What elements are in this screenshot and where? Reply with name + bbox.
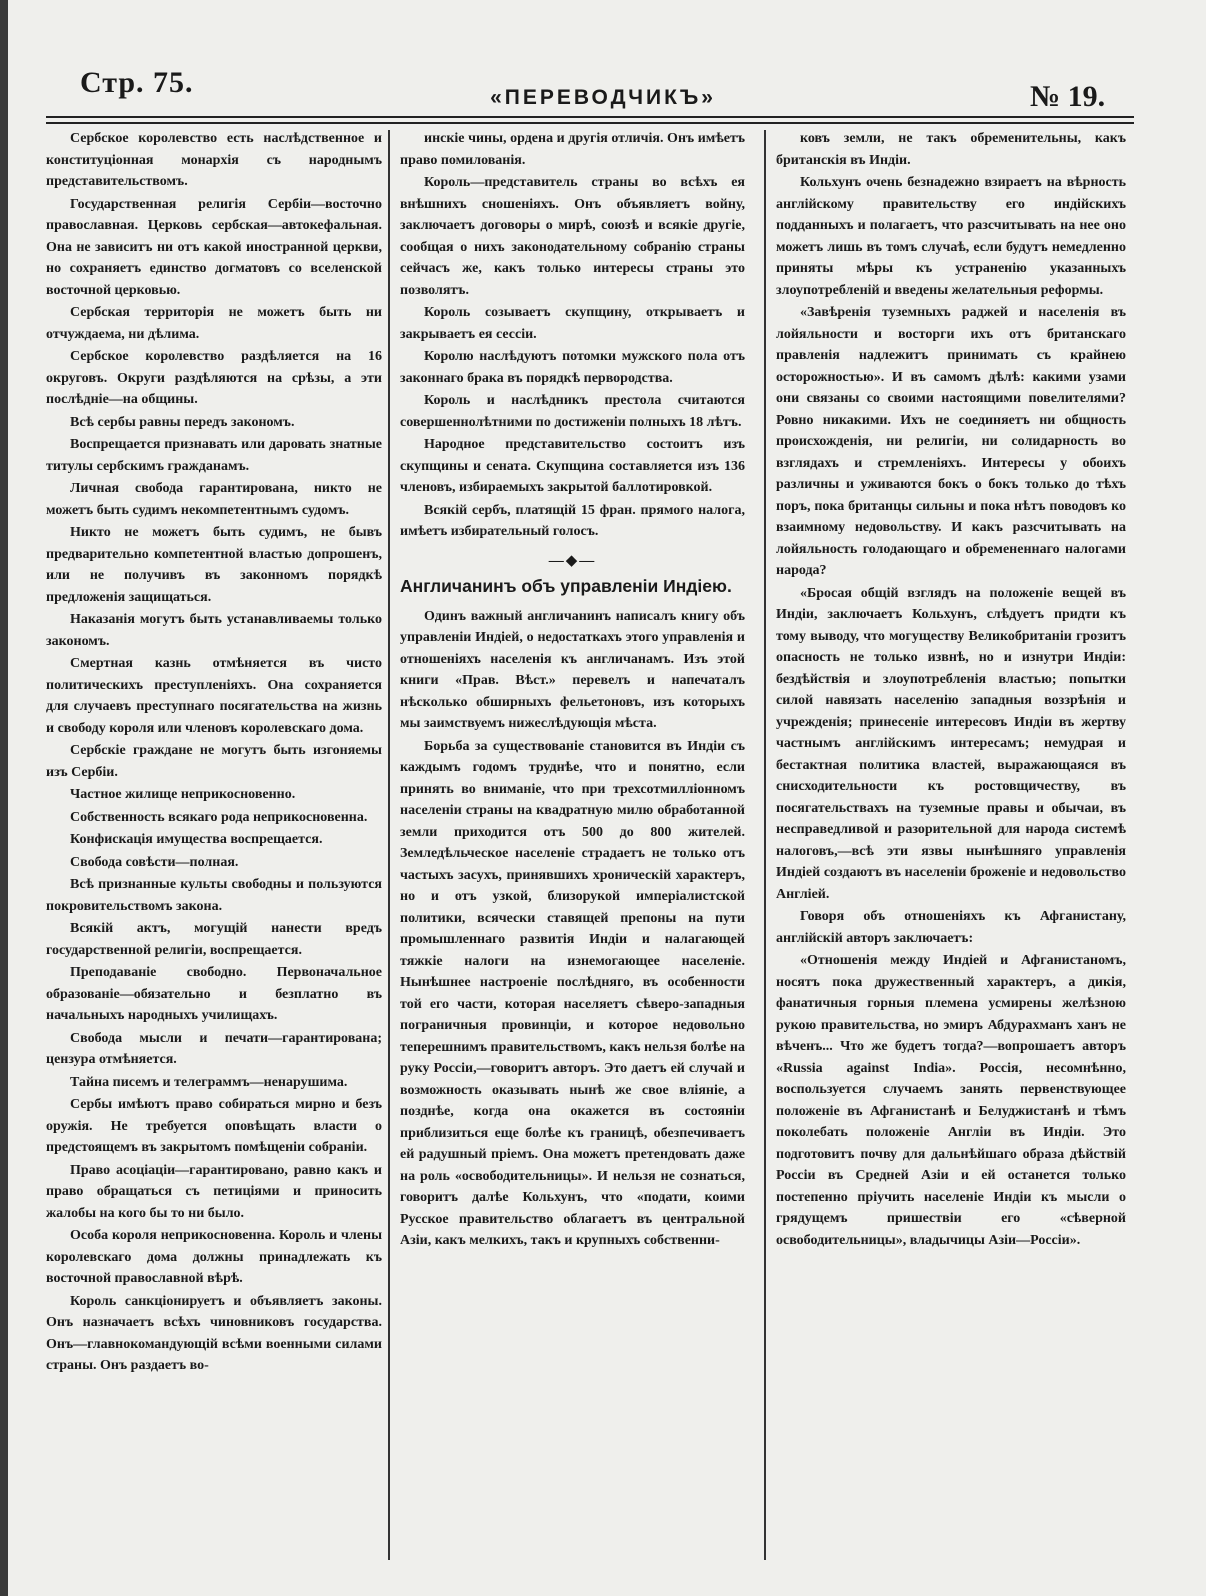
- paragraph: Смертная казнь отмѣняется въ чисто политическихъ преступленіяхъ. Она сохраняется для случаевъ преступнаго посягательства на жизнь и свободу короля или членовъ королевскаго дома.: [46, 656, 382, 736]
- paragraph: Сербы имѣютъ право собираться мирно и безъ оружія. Не требуется оповѣщать власти о предстоящемъ въ закрытомъ помѣщеніи собраніи.: [46, 1097, 382, 1155]
- header-rule-bottom: [46, 122, 1134, 124]
- paragraph: Всѣ признанные культы свободны и пользуются покровительствомъ закона.: [46, 877, 382, 914]
- paragraph: Король и наслѣдникъ престола считаются совершеннолѣтними по достиженіи полныхъ 18 лѣтъ.: [400, 393, 745, 430]
- paragraph: Сербское королевство раздѣляется на 16 округовъ. Округи раздѣляются на срѣзы, а эти послѣдніе—на общины.: [46, 349, 382, 407]
- paragraph: инскіе чины, ордена и другія отличія. Онъ имѣетъ право помилованія.: [400, 131, 745, 168]
- column-divider: [764, 130, 766, 1560]
- paragraph: Всякій сербъ, платящій 15 фран. прямого налога, имѣетъ избирательный голосъ.: [400, 502, 745, 539]
- paragraph: Король созываетъ скупщину, открываетъ и закрываетъ ея сессіи.: [400, 305, 745, 342]
- paragraph: Король санкціонируетъ и объявляетъ законы. Онъ назначаетъ всѣхъ чиновниковъ государства. Онъ—главнокомандующій всѣми военными силами страны. Онъ раздаетъ во-: [46, 1293, 382, 1373]
- page-number: Стр. 75.: [80, 66, 194, 99]
- issue-number: № 19.: [1030, 80, 1106, 113]
- paragraph: Королю наслѣдуютъ потомки мужского пола отъ законнаго брака въ порядкѣ первородства.: [400, 349, 745, 386]
- paragraph: Никто не можетъ быть судимъ, не бывъ предварительно компетентной властью допрошенъ, или не получивъ въ законномъ порядкѣ предложенія защищаться.: [46, 525, 382, 605]
- paragraph: «Бросая общій взглядъ на положеніе вещей въ Индіи, заключаетъ Кольхунъ, слѣдуетъ придти къ тому выводу, что могуществу Великобританіи грозитъ опасность не только извнѣ, но и изнутри Индіи: бездѣйствія и злоупотребленія властью; попытки силой навязать населенію западныя воззрѣнія и учрежденія; принесеніе интересовъ Индіи въ жертву частнымъ англійскимъ интересамъ; немудрая и бестактная политика властей, выражающаяся въ снисходительности къ ростовщичеству, въ посягательствахъ на туземные правы и обычаи, въ несправедливой и разорительной для народа системѣ налоговъ,—всѣ эти язвы нынѣшняго управленія Индіей создаютъ въ населеніи броженіе и недовольство Англіей.: [776, 585, 1126, 902]
- paragraph: Сербское королевство есть наслѣдственное и конституціонная монархія съ народнымъ представительствомъ.: [46, 131, 382, 189]
- paragraph: Всѣ сербы равны передъ закономъ.: [70, 414, 295, 430]
- paragraph: Всякій актъ, могущій нанести вредъ государственной религіи, воспрещается.: [46, 921, 382, 958]
- paragraph: Преподаваніе свободно. Первоначальное образованіе—обязательно и безплатно въ начальныхъ народныхъ училищахъ.: [46, 965, 382, 1023]
- paragraph: Свобода мысли и печати—гарантирована; цензура отмѣняется.: [46, 1030, 382, 1067]
- paragraph: Тайна писемъ и телеграммъ—ненарушима.: [70, 1074, 348, 1090]
- paragraph: Особа короля неприкосновенна. Король и члены королевскаго дома должны принадлежать къ восточной православной вѣрѣ.: [46, 1228, 382, 1286]
- paragraph: Говоря объ отношеніяхъ къ Афганистану, англійскій авторъ заключаетъ:: [776, 909, 1126, 946]
- paragraph: Воспрещается признавать или даровать знатные титулы сербскимъ гражданамъ.: [46, 437, 382, 474]
- paragraph: Личная свобода гарантирована, никто не можетъ быть судимъ некомпетентнымъ судомъ.: [46, 481, 382, 518]
- column-2: [400, 128, 745, 1253]
- paragraph: Сербская территорія не можетъ быть ни отчуждаема, ни дѣлима.: [46, 305, 382, 342]
- column-divider: [388, 130, 390, 1560]
- paragraph: «Отношенія между Индіей и Афганистаномъ, носятъ пока дружественный характеръ, а дикія, фанатичныя горныя племена усмирены желѣзною рукою правительства, но эмиръ Абдурахманъ ханъ не вѣченъ... Что же будетъ тогда?—вопрошаетъ авторъ «Russia against India». Россія, несомнѣнно, воспользуется случаемъ занять первенствующее положеніе въ Афганистанѣ и Белуджистанѣ и тѣмъ поколебать положеніе Англіи въ Индіи. Это подготовитъ почву для дальнѣйшаго образа дѣйствій Россіи въ Средней Азіи и ей останется только постепенно пріучить населеніе Индіи къ мысли о грядущемъ пришествіи его «сѣверной освободительницы», владычицы Азіи—Россіи».: [776, 953, 1126, 1248]
- column-3: [776, 128, 1126, 1252]
- paragraph: «Завѣренія туземныхъ раджей и населенія въ лойяльности и восторги ихъ отъ британскаго правленія надлежитъ принимать съ крайнею осторожностью». И въ самомъ дѣлѣ: какими узами они связаны со своими настоящими повелителями? Ровно никакими. Ихъ не соединяетъ ни общность происхожденія, ни религіи, ни солидарность во взглядахъ и стремленіяхъ. Интересы у обоихъ различны и уживаются бокъ о бокъ только до тѣхъ поръ, пока британцы сильны и пока нѣтъ поводовъ ко взаимному недовольству. И какъ разсчитывать на лойяльность голодающаго и обремененнаго налогами народа?: [776, 305, 1126, 578]
- paragraph: Одинъ важный англичанинъ написалъ книгу объ управленіи Индіей, о недостаткахъ этого управленія и отношеніяхъ населенія къ англичанамъ. Изъ этой книги «Прав. Вѣст.» перевелъ и напечаталъ нѣсколько обширныхъ фельетоновъ, изъ которыхъ мы заимствуемъ нижеслѣдующія мѣста.: [400, 608, 745, 731]
- paragraph: Свобода совѣсти—полная.: [70, 854, 239, 870]
- paragraph: Сербскіе граждане не могутъ быть изгоняемы изъ Сербіи.: [46, 743, 382, 780]
- paragraph: Кольхунъ очень безнадежно взираетъ на вѣрность англійскому правительству его индійскихъ подданныхъ и полагаетъ, что разсчитывать на нее оно можетъ лишь въ томъ случаѣ, если будутъ немедленно приняты мѣры къ устраненію указанныхъ злоупотребленій и введены желательныя реформы.: [776, 175, 1126, 298]
- column-2-continuation: [400, 128, 745, 543]
- newspaper-title: «ПЕРЕВОДЧИКЪ»: [490, 86, 716, 109]
- scan-border: [0, 0, 8, 1596]
- paragraph: Конфискація имущества воспрещается.: [70, 832, 323, 847]
- paragraph: Король—представитель страны во всѣхъ ея внѣшнихъ сношеніяхъ. Онъ объявляетъ войну, заключаетъ договоры о мирѣ, союзѣ и всякіе другіе, сообщая о нихъ законодательному собранію страны сейчасъ же, какъ только интересы страны это позволятъ.: [400, 175, 745, 298]
- paragraph: Право асоціаціи—гарантировано, равно какъ и право обращаться съ петиціями и приносить жалобы на кого бы то ни было.: [46, 1162, 382, 1221]
- paragraph: Собственность всякаго рода неприкосновенна.: [70, 809, 368, 825]
- column-1: [46, 128, 382, 1378]
- article-title: Англичанинъ объ управленіи Индіею.: [400, 576, 732, 596]
- paragraph: Государственная религія Сербіи—восточно православная. Церковь сербская—автокефальная. Она не зависитъ ни отъ какой иностранной церкви, но сохраняетъ единство догматовъ со вселенской восточной церковью.: [46, 196, 382, 298]
- paragraph: Народное представительство состоитъ изъ скупщины и сената. Скупщина составляется изъ 136 членовъ, избираемыхъ закрытой баллотировкой.: [400, 437, 745, 495]
- article-body: [400, 606, 745, 1252]
- header-rule-top: [46, 116, 1134, 118]
- ornament-divider: —◆—: [548, 552, 597, 569]
- paragraph: ковъ земли, не такъ обременительны, какъ британскія въ Индіи.: [776, 131, 1126, 168]
- paragraph: Наказанія могутъ быть устанавливаемы только закономъ.: [46, 612, 382, 649]
- paragraph: Борьба за существованіе становится въ Индіи съ каждымъ годомъ труднѣе, что и понятно, если принять во вниманіе, что при трехсотмилліонномъ населеніи страны на квадратную милю обработанной земли приходится отъ 500 до 800 жителей. Земледѣльческое населеніе страдаетъ не только отъ частыхъ засухъ, принявшихъ хроническій характеръ, но и отъ узкой, близорукой имперіалистской политики, всячески ставящей препоны на пути промышленнаго развитія Индіи и налагающей тяжкіе налоги на изнемогающее населеніе. Нынѣшнее настроеніе послѣдняго, въ особенности той его части, которая населяетъ сѣверо-западныя пограничныя провинціи, и которое недовольно теперешнимъ правительствомъ, какъ нельзя болѣе на руку Россіи,—говоритъ авторъ. Это даетъ ей случай и возможность оказывать нынѣ же свое вліяніе, а позднѣе, когда она окажется въ состояніи приблизиться еще болѣе къ границѣ, обезпечиваетъ ей радушный пріемъ. Она можетъ претендовать даже на роль «освободительницы». И нельзя не сознаться, говоритъ далѣе Кольхунъ, что «подати, коими Русское правительство облагаетъ въ центральной Азіи, какъ мелкихъ, такъ и крупныхъ собственни-: [400, 738, 745, 1248]
- paragraph: Частное жилище неприкосновенно.: [70, 787, 296, 802]
